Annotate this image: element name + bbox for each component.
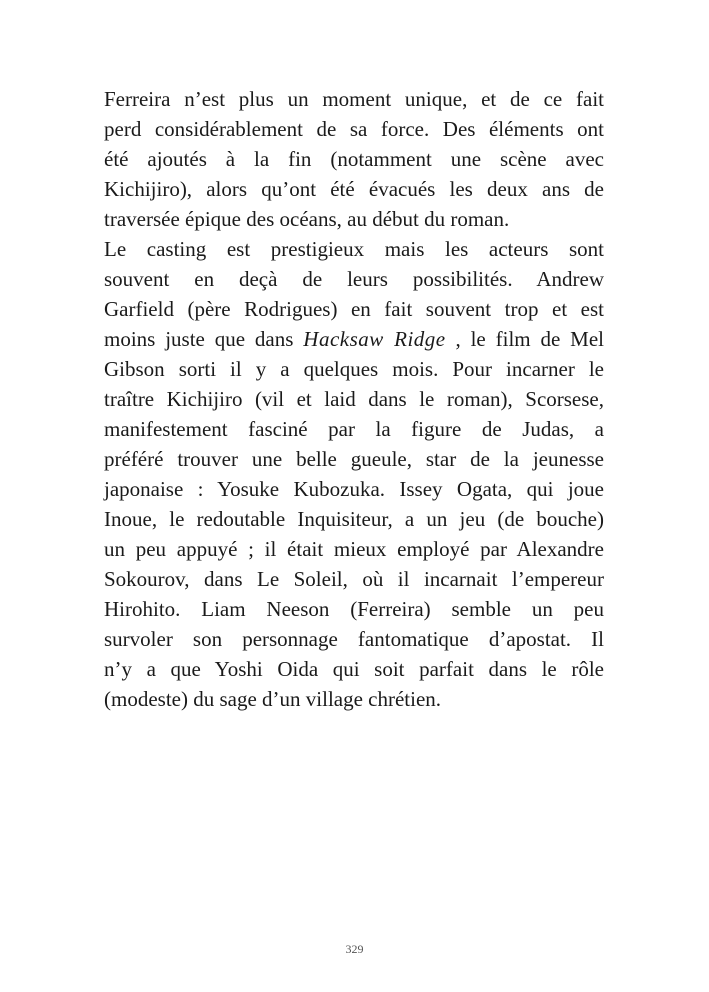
text-line: un peu appuyé ; il était mieux employé par Alexandre xyxy=(104,537,604,561)
text-line: Hirohito. Liam Neeson (Ferreira) semble un peu xyxy=(104,597,604,621)
paragraph-1 xyxy=(104,84,604,234)
text-line: été ajoutés à la fin (notamment une scène avec xyxy=(104,147,604,171)
text-segment: moins juste que dans xyxy=(104,327,304,351)
paragraph-2 xyxy=(104,234,604,714)
text-line: souvent en deçà de leurs possibilités. Andrew xyxy=(104,267,604,291)
text-line: Le casting est prestigieux mais les acteurs sont xyxy=(104,237,604,261)
text-segment: , le film de Mel xyxy=(445,327,604,351)
text-line: traître Kichijiro (vil et laid dans le roman), Scorsese, xyxy=(104,387,604,411)
text-line: Gibson sorti il y a quelques mois. Pour incarner le xyxy=(104,357,604,381)
text-line: Inoue, le redoutable Inquisiteur, a un jeu (de bouche) xyxy=(104,507,604,531)
text-line: Sokourov, dans Le Soleil, où il incarnait l’empereur xyxy=(104,567,604,591)
text-line: n’y a que Yoshi Oida qui soit parfait dans le rôle xyxy=(104,657,604,681)
text-line: perd considérablement de sa force. Des éléments ont xyxy=(104,117,604,141)
text-line: Ferreira n’est plus un moment unique, et de ce fait xyxy=(104,87,604,111)
film-title-italic: Hacksaw Ridge xyxy=(303,327,446,351)
text-line: survoler son personnage fantomatique d’apostat. Il xyxy=(104,627,604,651)
text-line-with-title xyxy=(104,324,604,354)
body-text xyxy=(104,84,604,714)
text-line: Garfield (père Rodrigues) en fait souvent trop et est xyxy=(104,297,604,321)
text-line: Kichijiro), alors qu’ont été évacués les deux ans de xyxy=(104,177,604,201)
page-number: 329 xyxy=(345,942,364,956)
text-line: manifestement fasciné par la figure de Judas, a xyxy=(104,417,604,441)
text-line: préféré trouver une belle gueule, star de la jeunesse xyxy=(104,447,604,471)
text-line: japonaise : Yosuke Kubozuka. Issey Ogata, qui joue xyxy=(104,477,604,501)
text-line: (modeste) du sage d’un village chrétien. xyxy=(104,687,442,711)
text-line: traversée épique des océans, au début du roman. xyxy=(104,207,510,231)
